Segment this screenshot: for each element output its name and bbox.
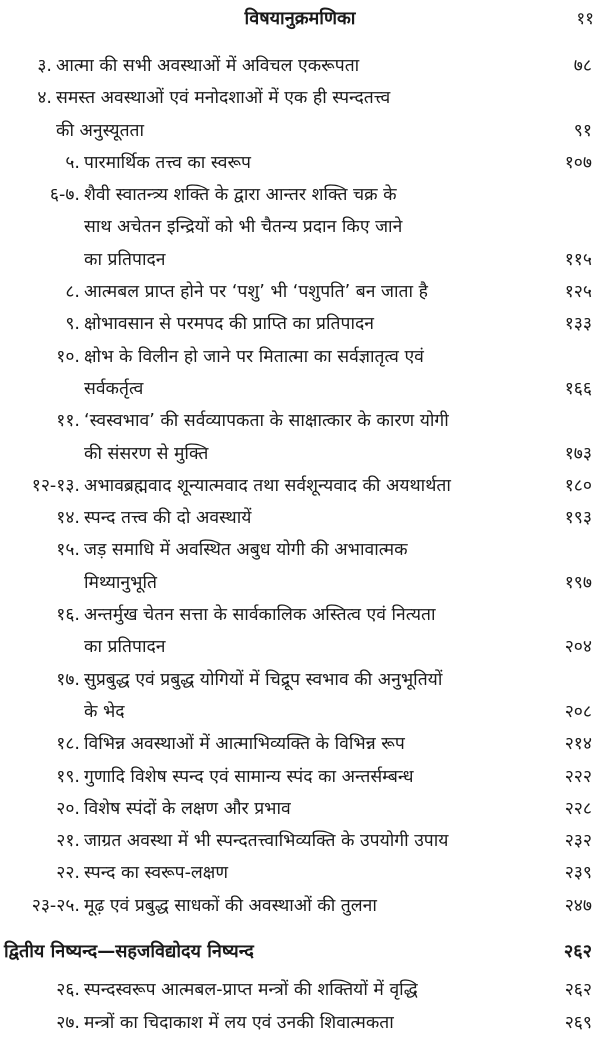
entry-title: समस्त अवस्थाओं एवं मनोदशाओं में एक ही स्पन्दतत्त्व [56, 88, 391, 109]
entry-title: शैवी स्वातन्त्र्य शक्ति के द्वारा आन्तर शक्ति चक्र के [84, 185, 397, 206]
entry-title: मन्त्रों का चिदाकाश में लय एवं उनकी शिवात्मकता [84, 1013, 394, 1033]
entry-page: २४७ [564, 895, 592, 916]
entry-title: स्पन्द तत्त्व की दो अवस्थायें [84, 508, 252, 529]
toc-entry [0, 470, 600, 502]
table-of-contents [0, 50, 600, 922]
entry-number: १७. [56, 669, 80, 690]
toc-entry [0, 1007, 600, 1039]
entry-number: ९. [65, 314, 80, 335]
page-title: विषयानुक्रमणिका [244, 8, 356, 29]
toc-line [0, 244, 600, 276]
toc-line [0, 631, 600, 663]
toc-entry [0, 825, 600, 857]
entry-number: ६-७. [49, 185, 80, 206]
toc-line [0, 890, 600, 922]
toc-entry [0, 276, 600, 308]
section-page: २६२ [563, 941, 592, 962]
entry-number: ३. [37, 56, 52, 76]
entry-number: १६. [56, 605, 80, 626]
entry-page: ११५ [564, 249, 592, 270]
toc-entry [0, 502, 600, 534]
toc-line [0, 664, 600, 696]
toc-line [0, 438, 600, 470]
entry-page: २६९ [564, 1013, 592, 1033]
toc-entry [0, 308, 600, 340]
entry-page: २१४ [564, 734, 592, 755]
entry-number: ११. [56, 411, 80, 432]
toc-entry [0, 857, 600, 889]
entry-title: पारमार्थिक तत्त्व का स्वरूप [84, 152, 251, 173]
entry-title: स्पन्द का स्वरूप-लक्षण [84, 863, 228, 884]
toc-line [0, 599, 600, 631]
entry-number: ८. [65, 282, 80, 303]
entry-page: १६६ [564, 378, 592, 399]
entry-title: अभावब्रह्मवाद शून्यात्मवाद तथा सर्वशून्यवाद की अयथार्थता [84, 475, 451, 496]
page-number: ११ [576, 9, 594, 29]
entry-title: के भेद [84, 701, 125, 722]
toc-entry [0, 534, 600, 599]
toc-entry [0, 793, 600, 825]
entry-page: २३९ [564, 863, 592, 884]
toc-entry [0, 761, 600, 793]
entry-title: की अनुस्यूतता [56, 120, 145, 141]
entry-number: १९. [56, 766, 80, 787]
entry-title: अन्तर्मुख चेतन सत्ता के सार्वकालिक अस्तित्व एवं नित्यता [84, 605, 436, 626]
toc-line [0, 567, 600, 599]
toc-entry [0, 179, 600, 276]
toc-entry [0, 82, 600, 147]
entry-number: २६. [56, 980, 80, 1000]
entry-number: २७. [56, 1013, 80, 1033]
toc-line [0, 82, 600, 114]
toc-line [0, 857, 600, 889]
entry-title: विभिन्न अवस्थाओं में आत्माभिव्यक्ति के विभिन्न रूप [84, 734, 405, 755]
entry-page: १३३ [564, 314, 592, 335]
entry-page: १२५ [564, 282, 592, 303]
entry-title: स्पन्दस्वरूप आत्मबल-प्राप्त मन्त्रों की शक्तियों में वृद्धि [84, 980, 418, 1000]
entry-page: २६२ [564, 980, 592, 1000]
entry-title: जाग्रत अवस्था में भी स्पन्दतत्त्वाभिव्यक्ति के उपयोगी उपाय [84, 831, 449, 852]
entry-title: क्षोभ के विलीन हो जाने पर मितात्मा का सर्वज्ञातृत्व एवं [84, 346, 424, 367]
entry-number: २१. [56, 831, 80, 852]
toc-line [0, 974, 600, 1006]
entry-page: ७८ [573, 56, 592, 76]
toc-line [0, 308, 600, 340]
entry-title: ‘स्वस्वभाव’ की सर्वव्यापकता के साक्षात्कार के कारण योगी [84, 411, 449, 432]
entry-number: १०. [56, 346, 80, 367]
entry-number: १२-१३. [31, 475, 80, 496]
entry-page: २२८ [564, 798, 592, 819]
entry-page: १९७ [564, 572, 592, 593]
toc-entry [0, 728, 600, 760]
entry-title: की संसरण से मुक्ति [84, 443, 209, 464]
toc-line [0, 761, 600, 793]
entry-number: १४. [56, 508, 80, 529]
toc-entry [0, 341, 600, 406]
entry-number: ४. [37, 88, 52, 109]
entry-page: २०४ [564, 637, 592, 658]
section-title: द्वितीय निष्यन्द—सहजविद्योदय निष्यन्द [4, 941, 254, 962]
entry-title: जड़ समाधि में अवस्थित अबुध योगी की अभावात्मक [84, 540, 408, 561]
toc-entry [0, 974, 600, 1006]
toc-line [0, 696, 600, 728]
toc-line [0, 502, 600, 534]
entry-title: का प्रतिपादन [84, 249, 166, 270]
toc-line [0, 50, 600, 82]
toc-entry [0, 50, 600, 82]
toc-line [0, 728, 600, 760]
entry-title: आत्मा की सभी अवस्थाओं में अविचल एकरूपता [56, 56, 360, 76]
entry-number: १८. [56, 734, 80, 755]
toc-line [0, 373, 600, 405]
entry-number: १५. [56, 540, 80, 561]
entry-title: साथ अचेतन इन्द्रियों को भी चैतन्य प्रदान किए जाने [84, 217, 403, 238]
toc-line [0, 115, 600, 147]
entry-title: सर्वकर्तृत्व [84, 378, 144, 399]
toc-line [0, 534, 600, 566]
entry-number: २३-२५. [31, 895, 80, 916]
toc-entry [0, 890, 600, 922]
entry-number: २०. [56, 798, 80, 819]
entry-title: क्षोभावसान से परमपद की प्राप्ति का प्रतिपादन [84, 314, 374, 335]
entry-page: ९१ [573, 120, 592, 141]
entry-page: २०८ [564, 701, 592, 722]
toc-entry [0, 147, 600, 179]
entry-page: २३२ [564, 831, 592, 852]
toc-entry [0, 664, 600, 729]
toc-line [0, 793, 600, 825]
toc-line [0, 1007, 600, 1039]
entry-number: २२. [56, 863, 80, 884]
entry-page: १७३ [564, 443, 592, 464]
entry-number: ५. [65, 152, 80, 173]
entry-title: सुप्रबुद्ध एवं प्रबुद्ध योगियों में चिद्रूप स्वभाव की अनुभूतियों [84, 669, 443, 690]
section-heading [0, 936, 600, 968]
toc-line [0, 470, 600, 502]
entry-title: मिथ्यानुभूति [84, 572, 157, 593]
entry-title: का प्रतिपादन [84, 637, 166, 658]
entry-page: १०७ [564, 152, 592, 173]
entry-page: १८० [564, 475, 592, 496]
toc-line [0, 147, 600, 179]
toc-line [0, 825, 600, 857]
entry-title: गुणादि विशेष स्पन्द एवं सामान्य स्पंद का अन्तर्सम्बन्ध [84, 766, 414, 787]
toc-entry [0, 599, 600, 664]
entry-page: २२२ [564, 766, 592, 787]
entry-title: विशेष स्पंदों के लक्षण और प्रभाव [84, 798, 291, 819]
toc-line [0, 211, 600, 243]
toc-entry [0, 405, 600, 470]
entry-page: १९३ [564, 508, 592, 529]
toc-line [0, 405, 600, 437]
toc-line [0, 179, 600, 211]
toc-line [0, 341, 600, 373]
toc-line [0, 276, 600, 308]
entry-title: मूढ़ एवं प्रबुद्ध साधकों की अवस्थाओं की तुलना [84, 895, 377, 916]
entry-title: आत्मबल प्राप्त होने पर ‘पशु’ भी ‘पशुपति’ बन जाता है [84, 282, 428, 303]
